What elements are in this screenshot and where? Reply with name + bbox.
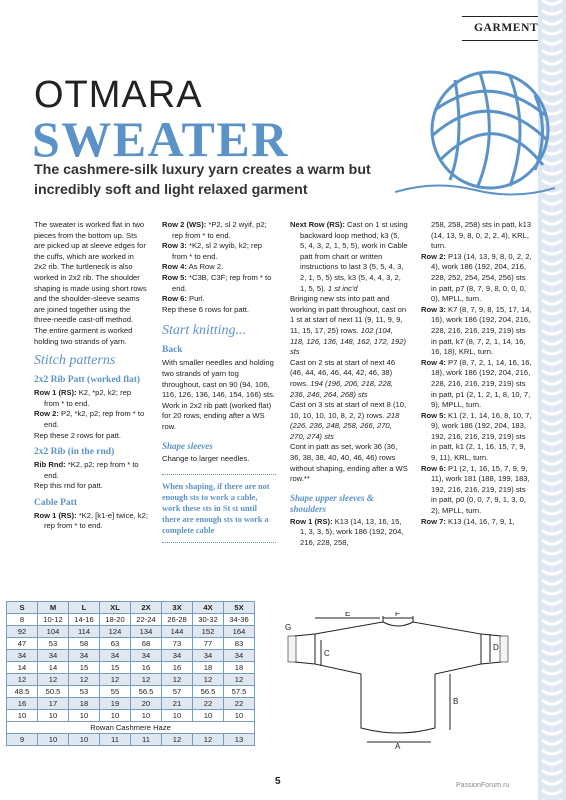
size-table-cell: 34 — [162, 650, 193, 662]
size-table-cell: 12 — [69, 674, 100, 686]
size-table-cell: 10 — [224, 710, 255, 722]
page-number: 5 — [275, 776, 281, 787]
size-table-row — [7, 710, 255, 722]
size-table-cell: 10 — [131, 710, 162, 722]
upper-row3: Row 3: K7 (8, 7, 9, 8, 15, 17, 14, 16), work 186 (192, 204, 216, 228, 216, 216, 219, 219) sts in patt, k7 (8, 7, 2, 1, 14, 16, 16, 18), KRL, turn. — [421, 304, 532, 357]
size-table-cell: 16 — [131, 662, 162, 674]
size-table-cell: 19 — [100, 698, 131, 710]
size-table-cell: 17 — [38, 698, 69, 710]
para-3: Cast on 2 sts at start of next 46 (46, 44, 46, 46, 44, 42, 46, 38) rows. 194 (196, 206, 218, 228, 236, 246, 264, 268) sts — [290, 357, 396, 399]
size-table-cell: 21 — [162, 698, 193, 710]
size-table-cell: 53 — [38, 638, 69, 650]
label-b: B — [453, 697, 459, 706]
size-table-cell: 10 — [100, 710, 131, 722]
size-table-cell: 12 — [38, 674, 69, 686]
size-table-cell: 34 — [131, 650, 162, 662]
knit-stitch — [542, 510, 562, 524]
size-table-cell: 14 — [7, 662, 38, 674]
size-table-cell: 30-32 — [193, 614, 224, 626]
size-table-cell: 58 — [69, 638, 100, 650]
size-table-cell: 16 — [7, 698, 38, 710]
yarn-row — [7, 734, 255, 746]
cable-heading: Cable Patt — [34, 497, 78, 508]
knit-stitch — [542, 0, 562, 4]
knit-stitch — [542, 310, 562, 324]
size-table-cell: 92 — [7, 626, 38, 638]
size-table-cell: 22 — [224, 698, 255, 710]
size-table-cell: 10 — [7, 710, 38, 722]
size-table-cell: 56.5 — [193, 686, 224, 698]
knit-stitch — [542, 330, 562, 344]
yarn-ball-illustration — [395, 60, 555, 210]
yarn-cell: 11 — [100, 734, 131, 746]
knit-stitch — [542, 790, 562, 800]
knit-stitch — [542, 490, 562, 504]
size-table-cell: 124 — [100, 626, 131, 638]
size-table-cell: 10 — [162, 710, 193, 722]
size-table-cell: 68 — [131, 638, 162, 650]
size-table-cell: 14 — [38, 662, 69, 674]
rib-rnd-repeat: Rep this rnd for patt. — [34, 481, 103, 491]
rib-rnd-heading: 2x2 Rib (in the rnd) — [34, 447, 115, 458]
subtitle: The cashmere-silk luxury yarn creates a warm but incredibly soft and light relaxed garment — [34, 162, 371, 198]
knit-stitch — [542, 650, 562, 664]
size-header-cell: M — [38, 602, 69, 614]
size-table-cell: 34 — [69, 650, 100, 662]
size-header-cell: 3X — [162, 602, 193, 614]
knit-stitch — [542, 610, 562, 624]
size-table-cell: 12 — [131, 674, 162, 686]
back-text-2: Work in 2x2 rib patt (worked flat) for 20 rows, ending after a WS row. — [162, 400, 272, 431]
para-4: Cast on 3 sts at start of next 8 (10, 10, 10, 10, 10, 8, 2, 2) rows. 218 (226, 236, 248, 258, 266, 270, 270, 274) sts — [290, 400, 407, 441]
size-table-row — [7, 674, 255, 686]
label-d: D — [493, 643, 499, 652]
upper-row6: Row 6: P1 (2, 1, 16, 15, 7, 9, 9, 11), work 181 (188, 199, 183, 192, 216, 216, 219, 219) sts in patt, p0 (0, 0, 7, 9, 1, 3, 0, 2), MPLL, turn. — [421, 463, 530, 516]
size-table-row — [7, 698, 255, 710]
yarn-cell: 12 — [162, 734, 193, 746]
yarn-label-row — [7, 722, 255, 734]
size-table-cell: 144 — [162, 626, 193, 638]
size-table-cell: 22-24 — [131, 614, 162, 626]
size-table-cell: 12 — [224, 674, 255, 686]
knit-stitch — [542, 450, 562, 464]
label-g: G — [285, 623, 292, 632]
size-table-cell: 34-36 — [224, 614, 255, 626]
cable-row2: Row 2 (WS): *P2, sl 2 wyif, p2; rep from * to end. — [162, 220, 267, 240]
schematic-diagram — [285, 612, 511, 752]
shape-sleeves-text: Change to larger needles. — [162, 453, 250, 463]
knit-stitch — [542, 530, 562, 544]
rib-flat-row2: Row 2: P2, *k2, p2; rep from * to end. — [34, 409, 145, 429]
size-table-cell: 48.5 — [7, 686, 38, 698]
cable-row6: Row 6: Purl. — [162, 294, 205, 304]
header-rule-top — [462, 16, 538, 17]
cable-row5: Row 5: *C3B, C3F; rep from * to end. — [162, 272, 272, 293]
knit-stitch — [542, 570, 562, 584]
size-table-cell: 63 — [100, 638, 131, 650]
size-table-cell: 12 — [100, 674, 131, 686]
size-table-cell: 152 — [193, 626, 224, 638]
label-e: E — [345, 612, 351, 618]
size-table-cell: 34 — [100, 650, 131, 662]
size-table-cell: 114 — [69, 626, 100, 638]
upper-row1: Row 1 (RS): K13 (14, 13, 16, 15, 1, 3, 3, 5), work 186 (192, 204, 216, 228, 258, — [290, 516, 404, 548]
size-table-header — [7, 602, 255, 614]
size-table-cell: 22 — [193, 698, 224, 710]
rib-rnd-row: Rib Rnd: *K2, p2; rep from * to end. — [34, 460, 139, 480]
yarn-label: Rowan Cashmere Haze — [7, 722, 255, 734]
knit-stitch — [542, 210, 562, 224]
size-table-cell: 10 — [69, 710, 100, 722]
knit-stitch — [542, 470, 562, 484]
cable-row3: Row 3: *K2, sl 2 wyib, k2; rep from * to end. — [162, 241, 263, 261]
column-4 — [421, 220, 533, 527]
shaping-callout: When shaping, if there are not enough sts to work a cable, work these sts in St st until there are enough sts to work a complete cable — [162, 474, 276, 543]
knit-stitch — [542, 690, 562, 704]
column-1 — [34, 220, 148, 532]
knit-stitch — [542, 30, 562, 44]
knit-stitch — [542, 750, 562, 764]
size-table-row — [7, 650, 255, 662]
upper-sleeves-heading: Shape upper sleeves & shoulders — [290, 492, 374, 514]
size-table-cell: 20 — [131, 698, 162, 710]
rib-flat-row1: Row 1 (RS): K2, *p2, k2; rep from * to end. — [34, 388, 132, 408]
size-header-cell: L — [69, 602, 100, 614]
intro-text: The sweater is worked flat in two pieces from the bottom up. Sts are picked up at sleeve edges for the cuffs, which are worked in 2x2 rib. The turtleneck is also worked in 2x2 rib. The shoulder shaping is made using short rows and the shoulder-sleeve seams are joined together using the three-needle cast-off method. The entire garment is worked holding two strands of yarn. — [34, 220, 147, 346]
header-rule-bottom — [462, 40, 538, 41]
cable-row1: Row 1 (RS): *K2, [k1-e] twice, k2; rep from * to end. — [34, 510, 148, 531]
size-table-cell: 77 — [193, 638, 224, 650]
upper-row4: Row 4: P7 (8, 7, 2, 1, 14, 16, 16, 18), work 186 (192, 204, 216, 228, 216, 216, 219, 219) sts in patt, p1 (2, 1, 2, 1, 8, 10, 7, 9), MPLL, turn. — [421, 357, 532, 410]
size-table-cell: 57.5 — [224, 686, 255, 698]
size-table-cell: 10 — [38, 710, 69, 722]
size-table-cell: 12 — [162, 674, 193, 686]
knit-stitch — [542, 270, 562, 284]
size-table-row — [7, 638, 255, 650]
size-table-cell: 12 — [193, 674, 224, 686]
knit-stitch — [542, 590, 562, 604]
rib-flat-heading: 2x2 Rib Patt (worked flat) — [34, 375, 141, 386]
start-knitting-heading: Start knitting... — [162, 323, 246, 339]
size-table-cell: 10-12 — [38, 614, 69, 626]
title-line1: OTMARA — [34, 74, 203, 116]
knit-stitch — [542, 670, 562, 684]
size-table-cell: 47 — [7, 638, 38, 650]
size-table-cell: 34 — [7, 650, 38, 662]
next-row: Next Row (RS): Cast on 1 st using backward loop method, k3 (5, 5, 4, 3, 2, 1, 5, 5), work in Cable patt from chart or written instructions to last 3 (5, 5, 4, 3, 2, 1, 5, 5) sts, k3 (5, 4, 4, 3, 2, 1, 5, 5). 1 st inc'd — [290, 220, 408, 293]
size-table-cell: 53 — [69, 686, 100, 698]
size-table-row — [7, 614, 255, 626]
label-a: A — [395, 742, 401, 751]
para-5: Cont in patt as set, work 36 (36, 36, 38, 38, 40, 40, 46, 46) rows without shaping, ending after a WS row.** — [290, 442, 408, 484]
label-c: C — [324, 649, 330, 658]
size-header-cell: XL — [100, 602, 131, 614]
knit-stitch — [542, 250, 562, 264]
yarn-cell: 9 — [7, 734, 38, 746]
title-line2: SWEATER — [32, 111, 289, 167]
size-table-cell: 26-28 — [162, 614, 193, 626]
upper-row7: Row 7: K13 (14, 16, 7, 9, 1, — [421, 516, 515, 526]
size-table-cell: 14-16 — [69, 614, 100, 626]
knit-stitch — [542, 730, 562, 744]
yarn-cell: 12 — [193, 734, 224, 746]
para-2: Bringing new sts into patt and working in patt throughout, cast on 1 st at start of next 11 (9, 11, 9, 9, 11, 15, 17, 25) rows. 102 (104, 118, 126, 136, 148, 162, 172, 192) sts — [290, 294, 407, 357]
column-2 — [162, 220, 276, 543]
size-table-cell: 34 — [193, 650, 224, 662]
cable-repeat: Rep these 6 rows for patt. — [162, 304, 249, 314]
knit-stitch — [542, 430, 562, 444]
size-table-cell: 134 — [131, 626, 162, 638]
yarn-cell: 13 — [224, 734, 255, 746]
yarn-cell: 11 — [131, 734, 162, 746]
back-text-1: With smaller needles and holding two strands of yarn tog throughout, cast on 90 (94, 106, 116, 126, 136, 146, 154, 166) sts. — [162, 358, 276, 400]
size-table-cell: 18 — [224, 662, 255, 674]
size-table-cell: 83 — [224, 638, 255, 650]
knit-stitch — [542, 410, 562, 424]
size-header-cell: 4X — [193, 602, 224, 614]
size-table-cell: 18 — [193, 662, 224, 674]
shape-sleeves-heading: Shape sleeves — [162, 440, 213, 451]
size-table-cell: 8 — [7, 614, 38, 626]
yarn-cell: 10 — [69, 734, 100, 746]
size-table-cell: 12 — [7, 674, 38, 686]
size-table — [6, 601, 255, 746]
size-table-cell: 15 — [69, 662, 100, 674]
size-table-row — [7, 626, 255, 638]
stitch-patterns-heading: Stitch patterns — [34, 353, 116, 369]
size-table-cell: 18-20 — [100, 614, 131, 626]
label-f: F — [395, 612, 400, 618]
yarn-cell: 10 — [38, 734, 69, 746]
size-table-row — [7, 662, 255, 674]
rib-flat-repeat: Rep these 2 rows for patt. — [34, 430, 121, 440]
size-table-cell: 56.5 — [131, 686, 162, 698]
size-table-cell: 104 — [38, 626, 69, 638]
size-header-cell: 5X — [224, 602, 255, 614]
size-table-cell: 10 — [193, 710, 224, 722]
size-header-cell: S — [7, 602, 38, 614]
size-table-cell: 15 — [100, 662, 131, 674]
knit-stitch — [542, 550, 562, 564]
size-table-cell: 18 — [69, 698, 100, 710]
size-table-cell: 50.5 — [38, 686, 69, 698]
size-table-cell: 34 — [224, 650, 255, 662]
knit-stitch — [542, 10, 562, 24]
footer-watermark: PassionForum.ru — [456, 782, 510, 789]
back-heading: Back — [162, 345, 183, 356]
size-table-cell: 55 — [100, 686, 131, 698]
size-header-cell: 2X — [131, 602, 162, 614]
size-table-cell: 164 — [224, 626, 255, 638]
size-table-cell: 16 — [162, 662, 193, 674]
knit-stitch — [542, 370, 562, 384]
knit-stitch — [542, 230, 562, 244]
knit-stitch — [542, 770, 562, 784]
knit-stitch — [542, 350, 562, 364]
column-3 — [290, 220, 408, 549]
knit-stitch — [542, 630, 562, 644]
upper-row5: Row 5: K1 (2, 1, 14, 16, 8, 10, 7, 9), work 186 (192, 204, 183, 192, 216, 216, 219, 219) sts in patt, k1 (2, 1, 16, 15, 7, 9, 9, 11), KRL, turn. — [421, 410, 532, 463]
upper-row2: Row 2: P13 (14, 13, 9, 8, 0, 2, 2, 4), work 186 (192, 204, 216, 228, 252, 254, 254, 256) sts in patt, p7 (8, 7, 9, 8, 0, 0, 0, 0), MPLL, turn. — [421, 251, 532, 304]
size-table-row — [7, 686, 255, 698]
knit-stitch — [542, 290, 562, 304]
section-label: GARMENT — [474, 22, 539, 34]
knit-stitch — [542, 390, 562, 404]
size-table-cell: 34 — [38, 650, 69, 662]
knit-stitch — [542, 710, 562, 724]
row1-cont: 258, 258, 258) sts in patt, k13 (14, 13, 9, 8, 0, 2, 2, 4), KRL, turn. — [431, 220, 532, 251]
cable-row4: Row 4: As Row 2. — [162, 262, 224, 272]
size-table-cell: 57 — [162, 686, 193, 698]
size-table-cell: 73 — [162, 638, 193, 650]
